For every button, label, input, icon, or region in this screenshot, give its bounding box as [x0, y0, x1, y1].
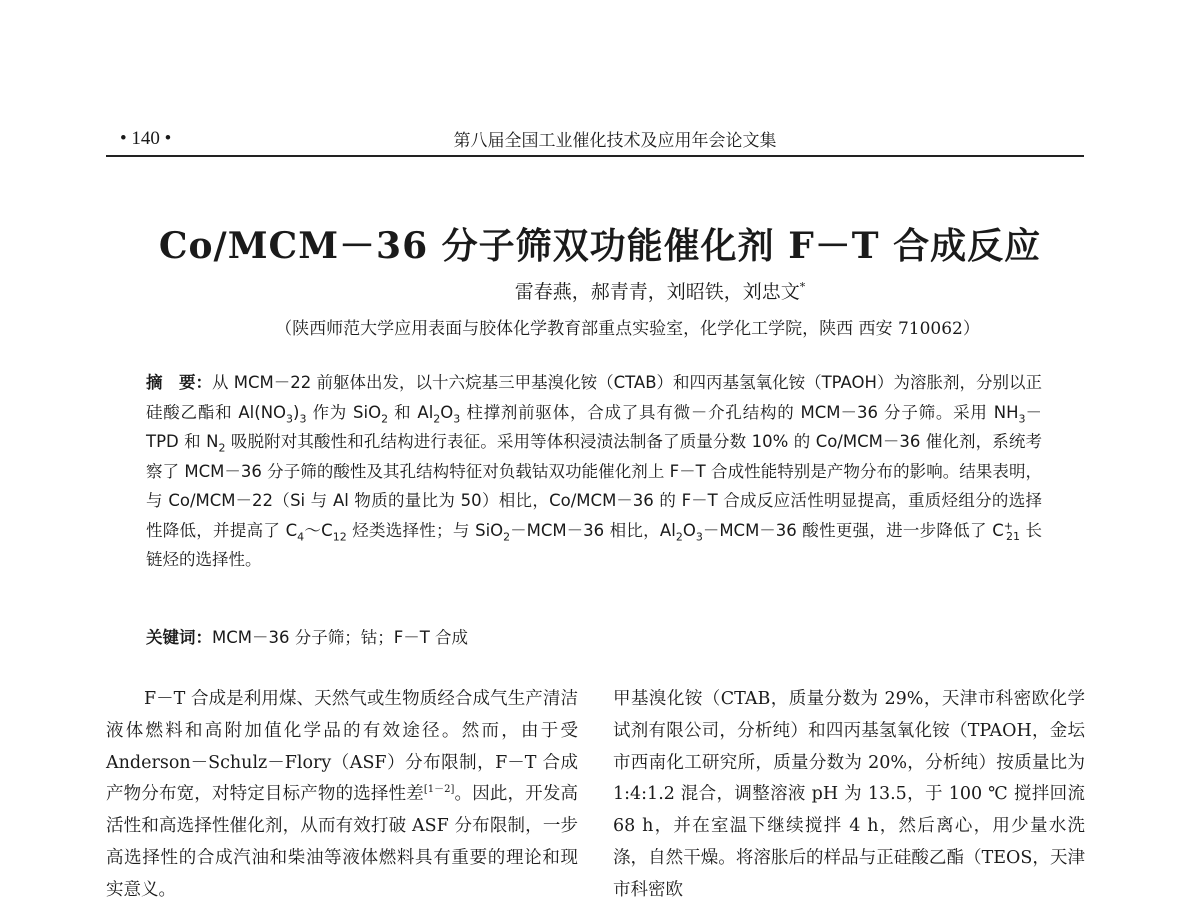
abstract-text: 从 MCM－22 前躯体出发，以十六烷基三甲基溴化铵（CTAB）和四丙基氢氧化铵（TPAOH）为溶胀剂，分别以正硅酸乙酯和 Al(NO — [146, 373, 1043, 422]
abstract-text: O — [682, 520, 696, 540]
paper-title: Co/MCM－36 分子筛双功能催化剂 F－T 合成反应 — [158, 225, 1042, 267]
page-number: • 140 • — [120, 128, 172, 149]
subscript: 2 — [675, 529, 683, 543]
abstract-text: ～C — [304, 520, 333, 540]
abstract-text: O — [440, 402, 454, 422]
subscript: 2 — [433, 411, 441, 425]
subscript: 3 — [286, 411, 294, 425]
body-text: 。因此，开发高活性和高选择性催化剂，从而有效打破 ASF 分布限制，一步高选择性的合成汽油和柴油等液体燃料具有重要的理论和现实意义。 — [106, 784, 579, 900]
keywords — [146, 624, 1042, 648]
affiliation: （陕西师范大学应用表面与胶体化学教育部重点实验室，化学化工学院，陕西 西安 710062） — [275, 319, 980, 339]
abstract-text: 作为 SiO — [306, 402, 382, 422]
abstract-text: ) — [293, 402, 300, 422]
abstract-text: －TPD 和 N — [146, 402, 1042, 451]
running-title: 第八届全国工业催化技术及应用年会论文集 — [453, 131, 777, 151]
abstract-text: 和 Al — [388, 402, 434, 422]
abstract-text: －MCM－36 相比，Al — [510, 520, 676, 540]
authors — [0, 277, 1200, 304]
subscript: 12 — [332, 529, 347, 543]
subscript: 3 — [453, 411, 461, 425]
author-names: 雷春燕，郝青青，刘昭铁，刘忠文 — [514, 281, 800, 303]
subscript: 4 — [297, 529, 305, 543]
subscript: 21 — [1005, 529, 1020, 543]
abstract-text: －MCM－36 酸性更强，进一步降低了 C — [702, 520, 1004, 540]
body-text: F－T 合成是利用煤、天然气或生物质经合成气生产清洁液体燃料和高附加值化学品的有效途径。然而，由于受 Anderson－Schulz－Flory（ASF）分布限制，F－T 合成产物分布宽，对特定目标产物的选择性差 — [106, 689, 578, 805]
abstract — [146, 368, 1042, 575]
subscript: 3 — [299, 411, 307, 425]
subscript: 2 — [218, 441, 226, 455]
abstract-text: 柱撑剂前驱体，合成了具有微－介孔结构的 MCM－36 分子筛。采用 NH — [460, 402, 1019, 422]
subscript: 2 — [503, 529, 511, 543]
body-column-right: 甲基溴化铵（CTAB，质量分数为 29%，天津市科密欧化学试剂有限公司，分析纯）和四丙基氢氧化铵（TPAOH，金坛市西南化工研究所，质量分数为 20%，分析纯）按质量比为 1:4:1.2 混合，调整溶液 pH 为 13.5，于 100 ℃ 搅拌回流 68 h，并在室温下继续搅拌 4 h，然后离心，用少量水洗涤，自然干燥。将溶胀后的样品与正硅酸乙酯（TEOS，天津市科密欧 — [613, 689, 1085, 900]
corresponding-author-mark: * — [799, 280, 806, 294]
header-rule — [106, 155, 1084, 157]
subscript: 2 — [381, 411, 389, 425]
abstract-text: 吸脱附对其酸性和孔结构进行表征。采用等体积浸渍法制备了质量分数 10% 的 Co/MCM－36 催化剂，系统考察了 MCM－36 分子筛的酸性及其孔结构特征对负载钴双功能催化剂上 F－T 合成性能特别是产物分布的影响。结果表明，与 Co/MCM－22（Si 与 Al 物质的量比为 50）相比，Co/MCM－36 的 F－T 合成反应活性明显提高，重质烃组分的选择性降低，并提高了 C — [146, 432, 1042, 540]
keywords-label: 关键词： — [146, 628, 212, 647]
abstract-text: 烃类选择性；与 SiO — [346, 520, 504, 540]
superscript: + — [1003, 519, 1013, 532]
running-header — [106, 118, 1084, 158]
subscript: 3 — [695, 529, 703, 543]
body-column-left — [106, 684, 578, 907]
citation-ref: [1－2] — [423, 784, 455, 796]
keywords-text: MCM－36 分子筛；钴；F－T 合成 — [212, 628, 469, 647]
abstract-text: 长链烃的选择性。 — [146, 520, 1042, 569]
abstract-label: 摘 要： — [146, 373, 213, 392]
subscript: 3 — [1018, 411, 1026, 425]
